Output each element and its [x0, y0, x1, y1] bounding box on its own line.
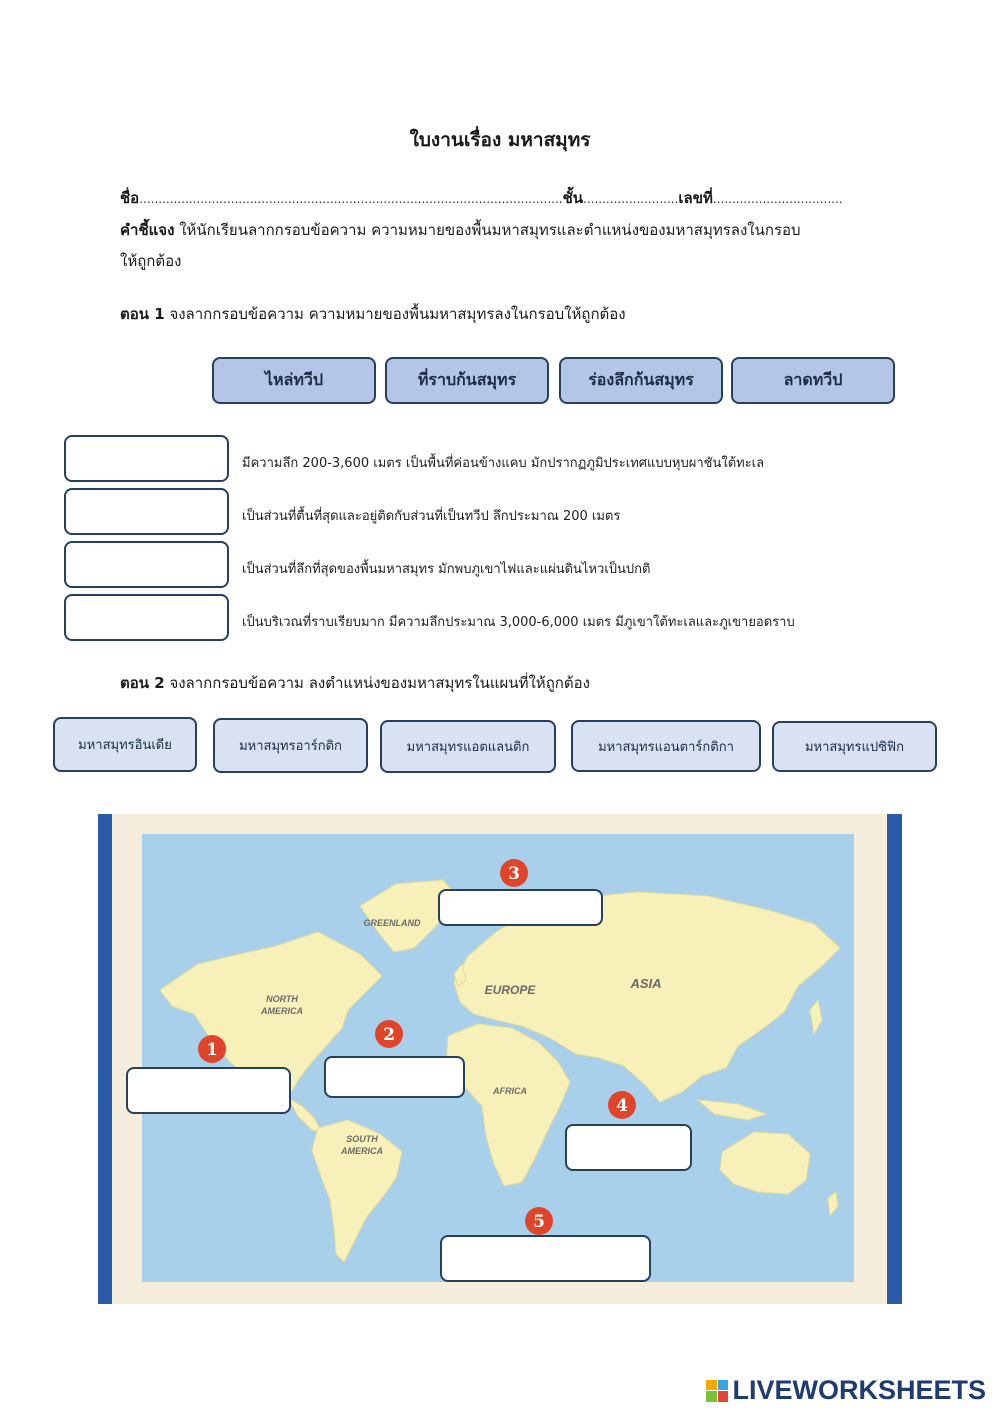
class-label: ชั้น: [562, 189, 584, 207]
label-north-america-1: NORTH: [266, 994, 298, 1004]
description-1: มีความลึก 200-3,600 เมตร เป็นพื้นที่ค่อนข้างแคบ มักปรากฏภูมิประเทศแบบหุบผาชันใต้ทะเล: [242, 456, 765, 471]
part1-label: ตอน 1: [120, 305, 165, 323]
liveworksheets-brand: LIVEWORKSHEETS: [732, 1375, 986, 1405]
page-title: ใบงานเรื่อง มหาสมุทร: [409, 129, 591, 151]
marker-1: [198, 1035, 226, 1063]
option-antarctic-ocean[interactable]: มหาสมุทรแอนตาร์กติกา: [571, 720, 761, 772]
label-south-america-2: AMERICA: [341, 1146, 383, 1156]
map-answer-box-1[interactable]: [126, 1067, 291, 1114]
map-frame-left: [98, 814, 112, 1304]
name-label: ชื่อ: [120, 189, 140, 207]
number-label: เลขที่: [678, 189, 713, 207]
option-atlantic-ocean[interactable]: มหาสมุทรแอตแลนติก: [380, 720, 556, 773]
option-ocean-trench[interactable]: ร่องลึกก้นสมุทร: [559, 357, 723, 404]
world-map-svg: [98, 814, 902, 1304]
map-answer-box-4[interactable]: [565, 1124, 692, 1171]
answer-box-4[interactable]: [64, 594, 229, 641]
part1-heading: [120, 302, 626, 326]
map-answer-box-3[interactable]: [438, 889, 603, 926]
instructions-text: ให้นักเรียนลากกรอบข้อความ ความหมายของพื้นมหาสมุทรและตำแหน่งของมหาสมุทรลงในกรอบ: [174, 221, 801, 239]
instructions-line2: ให้ถูกต้อง: [120, 252, 182, 270]
option-continental-slope[interactable]: ลาดทวีป: [731, 357, 895, 404]
option-arctic-ocean[interactable]: มหาสมุทรอาร์กติก: [213, 718, 368, 773]
number-dots: ..................................: [712, 192, 843, 206]
option-abyssal-plain[interactable]: ที่ราบก้นสมุทร: [385, 357, 549, 404]
class-dots: .........................: [583, 192, 679, 206]
liveworksheets-logo-icon: [706, 1380, 728, 1402]
option-indian-ocean[interactable]: มหาสมุทรอินเดีย: [53, 717, 197, 772]
part2-label: ตอน 2: [120, 674, 165, 692]
part2-heading: [120, 671, 590, 695]
part2-text: จงลากกรอบข้อความ ลงตำแหน่งของมหาสมุทรในแผนที่ให้ถูกต้อง: [164, 674, 590, 692]
student-info-line: [120, 186, 843, 210]
label-greenland: GREENLAND: [363, 918, 421, 928]
marker-2: [375, 1020, 403, 1048]
label-south-america-1: SOUTH: [346, 1134, 378, 1144]
label-africa: AFRICA: [493, 1086, 527, 1096]
marker-3: [500, 859, 528, 887]
answer-box-3[interactable]: [64, 541, 229, 588]
marker-3-number: 3: [508, 864, 520, 884]
map-answer-box-2[interactable]: [324, 1056, 465, 1098]
world-map: [98, 814, 902, 1304]
option-pacific-ocean[interactable]: มหาสมุทรแปซิฟิก: [772, 721, 937, 772]
label-europe: EUROPE: [484, 983, 536, 997]
label-asia: ASIA: [630, 976, 662, 991]
marker-5: [525, 1207, 553, 1235]
description-3: เป็นส่วนที่ลึกที่สุดของพื้นมหาสมุทร มักพบภูเขาไฟและแผ่นดินไหวเป็นปกติ: [242, 562, 651, 577]
description-4: เป็นบริเวณที่ราบเรียบมาก มีความลึกประมาณ 3,000-6,000 เมตร มีภูเขาใต้ทะเลและภูเขายอดราบ: [242, 615, 795, 630]
marker-5-number: 5: [533, 1212, 545, 1232]
instructions-label: คำชี้แจง: [120, 221, 175, 239]
marker-4: [608, 1091, 636, 1119]
liveworksheets-logo: [706, 1375, 986, 1406]
label-north-america-2: AMERICA: [261, 1006, 303, 1016]
part1-text: จงลากกรอบข้อความ ความหมายของพื้นมหาสมุทรลงในกรอบให้ถูกต้อง: [164, 305, 626, 323]
marker-4-number: 4: [616, 1096, 628, 1116]
answer-box-1[interactable]: [64, 435, 229, 482]
map-answer-box-5[interactable]: [440, 1235, 651, 1282]
map-frame-right: [887, 814, 902, 1304]
marker-2-number: 2: [383, 1025, 395, 1045]
name-dots: ...............................................................................................................: [139, 192, 563, 206]
description-2: เป็นส่วนที่ตื้นที่สุดและอยู่ติดกับส่วนที่เป็นทวีป ลึกประมาณ 200 เมตร: [242, 509, 621, 524]
instructions: [120, 218, 801, 242]
answer-box-2[interactable]: [64, 488, 229, 535]
marker-1-number: 1: [206, 1040, 218, 1060]
option-continental-shelf[interactable]: ไหล่ทวีป: [212, 357, 376, 404]
